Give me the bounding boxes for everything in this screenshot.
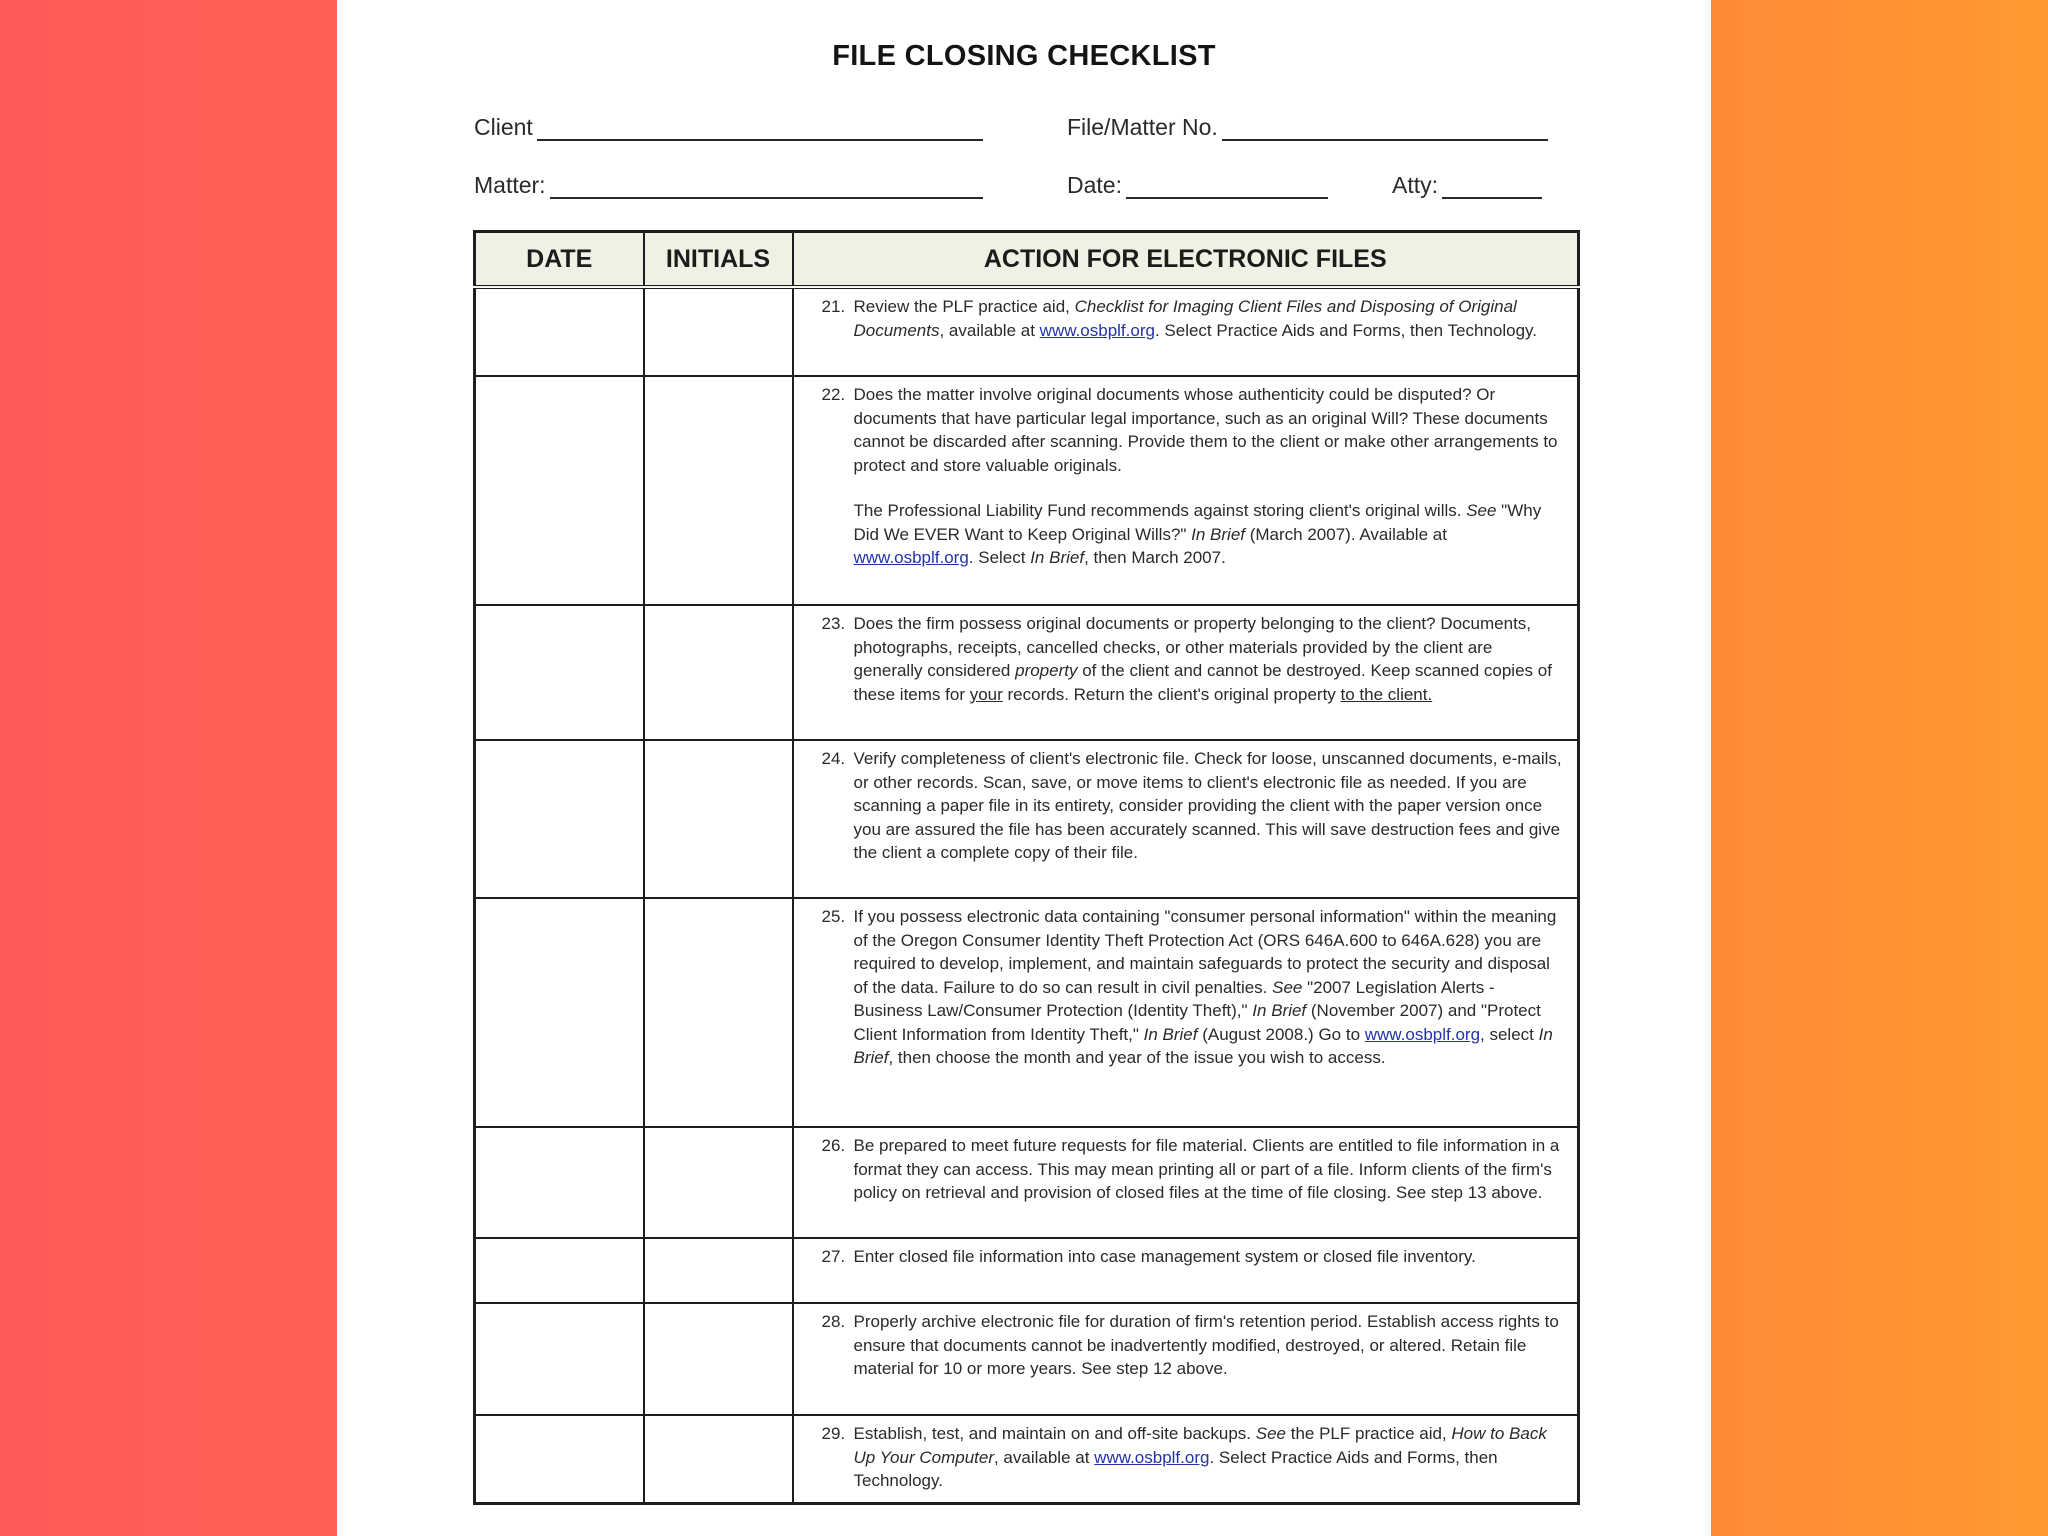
osbplf-link[interactable]: www.osbplf.org [1094,1447,1210,1467]
item-number: 25. [821,907,846,926]
action-cell [793,605,1579,740]
checklist-table [473,230,1580,1505]
client-blank-line[interactable] [537,115,983,141]
initials-cell[interactable] [644,1303,793,1415]
table-row [475,605,1579,740]
initials-cell[interactable] [644,1127,793,1238]
table-row [475,1127,1579,1238]
initials-cell[interactable] [644,898,793,1127]
client-label: Client [474,114,533,140]
date-label: Date: [1067,172,1122,198]
date-cell[interactable] [475,1415,644,1503]
date-cell[interactable] [475,1127,644,1238]
item-number: 27. [821,1247,846,1266]
initials-cell[interactable] [644,605,793,740]
file-matter-no-field [1067,114,1548,141]
date-cell[interactable] [475,287,644,376]
item-number: 26. [821,1136,846,1155]
date-cell[interactable] [475,376,644,605]
checklist-item-22: 22. Does the matter involve original documents whose authenticity could be disputed? Or documents that have particular legal importance, such as an original Will? These documents cannot be discarded after scanning. Provide them to the client or make other arrangements to protect and store valuable originals. The Professional Liability Fund recommends against storing client's original wills. See "Why Did We EVER Want to Keep Original Wills?" In Brief (March 2007). Available at www.osbplf.org. Select In Brief, then March 2007. [822,383,1564,570]
checklist-item-26: 26. Be prepared to meet future requests for file material. Clients are entitled to file information in a format they can access. This may mean printing all or part of a file. Inform clients of the firm's policy on retrieval and provision of closed files at the time of file closing. See step 13 above. [821,1136,1560,1202]
plf-recommendation: The Professional Liability Fund recommends against storing client's original wills. See "Why Did We EVER Want to Keep Original Wills?" In Brief (March 2007). Available at www.osbplf.org. Select In Brief, then March 2007. [853,501,1542,567]
action-column-header: ACTION FOR ELECTRONIC FILES [793,232,1579,288]
item-number: 24. [821,749,846,768]
table-row [475,740,1579,898]
atty-label: Atty: [1392,172,1439,198]
checklist-item-23: 23. Does the firm possess original documents or property belonging to the client? Documents, photographs, receipts, cancelled checks, or other materials provided by the client are generally considered property of the client and cannot be destroyed. Keep scanned copies of these items for your records. Return the client's original property to the client. [821,614,1552,704]
checklist-item-27: 27. Enter closed file information into case management system or closed file inventory. [822,1245,1564,1269]
action-cell [793,740,1579,898]
table-row [475,1415,1579,1503]
checklist-page [337,0,1711,1536]
action-cell [793,898,1579,1127]
file-matter-no-blank-line[interactable] [1222,115,1548,141]
action-cell [793,1238,1579,1303]
table-header-row [475,232,1579,288]
matter-label: Matter: [474,172,546,198]
checklist-item-25: 25. If you possess electronic data containing "consumer personal information" within the meaning of the Oregon Consumer Identity Theft Protection Act (ORS 646A.600 to 646A.628) you are required to develop, implement, and maintain safeguards to protect the security and disposal of the data. Failure to do so can result in civil penalties. See "2007 Legislation Alerts - Business Law/Consumer Protection (Identity Theft)," In Brief (November 2007) and "Protect Client Information from Identity Theft," In Brief (August 2008.) Go to www.osbplf.org, select In Brief, then choose the month and year of the issue you wish to access. [821,907,1557,1067]
matter-blank-line[interactable] [550,173,983,199]
osbplf-link[interactable]: www.osbplf.org [1364,1024,1481,1044]
file-matter-no-label: File/Matter No. [1067,114,1218,140]
item-number: 23. [821,614,846,633]
initials-cell[interactable] [644,740,793,898]
initials-cell[interactable] [644,1415,793,1503]
checklist-item-28: 28. Properly archive electronic file for duration of firm's retention period. Establish access rights to ensure that documents cannot be inadvertently modified, destroyed, or altered. Retain file material for 10 or more years. See step 12 above. [821,1312,1559,1378]
date-column-header: DATE [475,232,644,288]
item-number: 21. [821,297,846,316]
action-cell [793,1127,1579,1238]
item-number: 29. [821,1424,846,1443]
date-cell[interactable] [475,740,644,898]
table-row [475,1238,1579,1303]
item-number: 28. [821,1312,846,1331]
action-cell [793,376,1579,605]
osbplf-link[interactable]: www.osbplf.org [853,548,969,567]
table-row [475,1303,1579,1415]
date-cell[interactable] [475,1238,644,1303]
atty-blank-line[interactable] [1442,173,1542,199]
initials-cell[interactable] [644,287,793,376]
table-row [475,898,1579,1127]
item-number: 22. [821,385,846,404]
date-blank-line[interactable] [1126,173,1328,199]
action-cell [793,1303,1579,1415]
checklist-item-29: 29. Establish, test, and maintain on and off-site backups. See the PLF practice aid, How to Back Up Your Computer, available at www.osbplf.org. Select Practice Aids and Forms, then Technology. [821,1424,1547,1490]
initials-cell[interactable] [644,1238,793,1303]
action-cell [793,1415,1579,1503]
date-cell[interactable] [475,1303,644,1415]
date-cell[interactable] [475,898,644,1127]
date-field [1067,172,1328,199]
table-row [475,376,1579,605]
checklist-item-21: 21. Review the PLF practice aid, Checklist for Imaging Client Files and Disposing of Original Documents, available at www.osbplf.org. Select Practice Aids and Forms, then Technology. [821,297,1538,340]
client-field [474,114,983,141]
page-title: FILE CLOSING CHECKLIST [832,40,1216,72]
initials-cell[interactable] [644,376,793,605]
initials-column-header: INITIALS [644,232,793,288]
date-cell[interactable] [475,605,644,740]
atty-field [1392,172,1542,199]
table-row [475,287,1579,376]
action-cell [793,287,1579,376]
osbplf-link[interactable]: www.osbplf.org [1039,320,1155,340]
matter-field [474,172,983,199]
checklist-item-24: 24. Verify completeness of client's electronic file. Check for loose, unscanned documents, e-mails, or other records. Scan, save, or move items to client's electronic file as needed. If you are scanning a paper file in its entirety, consider providing the client with the paper version once you are assured the file has been accurately scanned. This will save destruction fees and give the client a complete copy of their file. [821,749,1562,862]
